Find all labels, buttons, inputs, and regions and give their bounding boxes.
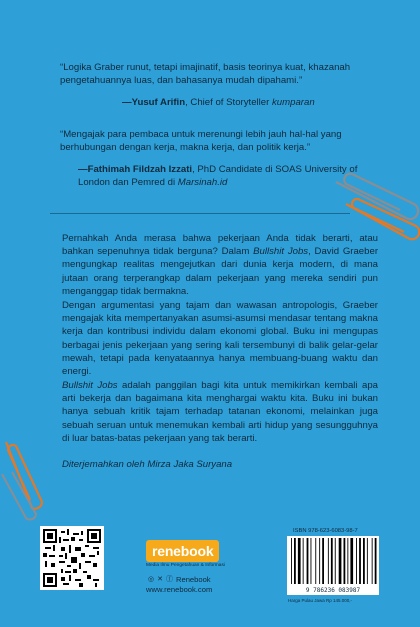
p1-text-a: Pernahkah Anda merasa bahwa pekerjaan Anda tidak berarti, atau bahkan sepenuhnya tidak berguna? Dalam [62, 233, 378, 258]
synopsis-paragraph-1 [62, 232, 378, 298]
quote-2-role: , PhD Candidate di SOAS University of London dan Pemred di [78, 163, 358, 189]
twitter-icon: ✕ [157, 576, 163, 583]
publisher-tagline: Media Ilmu Pengetahuan & Informasi [146, 563, 225, 568]
p1-book-title: Bullshit Jobs [253, 246, 309, 258]
facebook-icon: ⓕ [165, 576, 173, 583]
isbn-text: ISBN 978-623-6083-98-7 [293, 528, 358, 534]
qr-code-pattern [43, 529, 101, 587]
p2-text: Dengan argumentasi yang tajam dan wawasan antropologis, Graeber mengajak kita mempertanyakan asumsi-asumsi mendasar tentang makna kerja dan kontribusi individu dalam ekonomi global. Buku ini mengupas berbagai jenis pekerjaan yang sering kali tersembunyi di balik gelar-gelar mewah, tetapi pada kenyataannya hanya membuang-buang waktu dan energi. [62, 300, 378, 378]
publisher-logo-wordmark: renebook [146, 540, 219, 562]
section-divider [50, 213, 350, 214]
publisher-logo [146, 540, 230, 568]
barcode-number: 9 786236 083987 [287, 586, 379, 595]
quote-2-role-italic: Marsinah.id [177, 177, 228, 189]
endorsement-quote-1 [60, 61, 380, 109]
quote-2-author: —Fathimah Fildzah Izzati [78, 163, 193, 175]
quote-1-role-italic: kumparan [272, 96, 315, 108]
p3-text: adalah panggilan bagi kita untuk memikirkan kembali apa arti bekerja dan bagaimana kita menghargai waktu kita. Buku ini bukan hanya sebuah kritik tajam terhadap tatanan ekonomi, melainkan juga sebuah seruan untuk menemukan kembali arti hidup yang sesungguhnya di luar batas-batas pekerjaan yang tak berarti. [62, 380, 378, 444]
endorsement-quote-2 [60, 128, 386, 190]
instagram-icon: ◎ [148, 576, 155, 583]
quote-1-author: —Yusuf Arifin [122, 96, 186, 108]
translator-credit: Diterjemahkan oleh Mirza Jaka Suryana [62, 459, 233, 470]
isbn-barcode [287, 536, 379, 586]
qr-code [40, 526, 104, 590]
synopsis-paragraph-3 [62, 379, 378, 445]
publisher-website: www.renebook.com [146, 585, 213, 594]
quote-2-text: “Mengajak para pembaca untuk merenungi lebih jauh hal-hal yang berhubungan dengan kerja, makna kerja, dan politik kerja.” [60, 129, 342, 154]
synopsis-paragraph-2 [62, 299, 378, 378]
paperclip-left-gray [0, 468, 40, 528]
publisher-social [148, 574, 211, 584]
quote-2-attribution [60, 163, 386, 190]
p1-text-b: , David Graeber mengungkap realitas mengejutkan dari dunia kerja modern, di mana jutaan orang terperangkap dalam pekerjaan yang mereka sendiri pun menganggap tidak bermakna. [62, 246, 379, 297]
quote-1-attribution [60, 96, 380, 109]
p3-book-title: Bullshit Jobs [62, 380, 118, 391]
price-text: Harga Pulau Jawa Rp 145.000,- [288, 598, 353, 603]
publisher-social-handle: Renebook [175, 574, 211, 584]
quote-1-text: “Logika Graber runut, tetapi imajinatif, basis teorinya kuat, khazanah pengetahuannya luas, dan bahasanya mudah dipahami.” [60, 62, 351, 87]
quote-1-role: , Chief of Storyteller [185, 96, 272, 108]
